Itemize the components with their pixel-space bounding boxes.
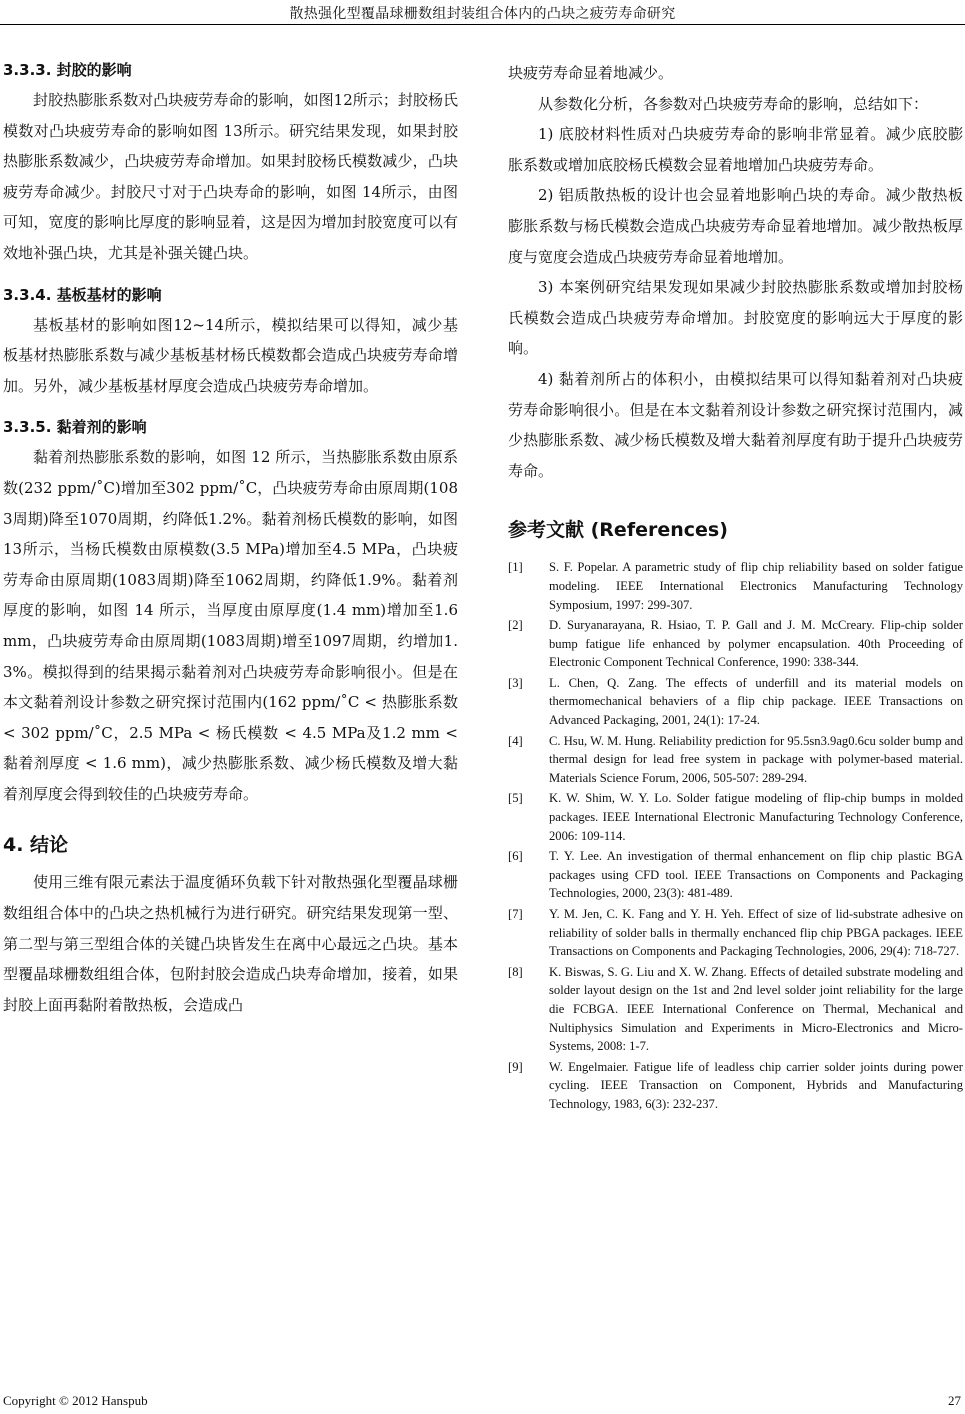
paragraph-sealant: 封胶热膨胀系数对凸块疲劳寿命的影响，如图12所示；封胶杨氏模数对凸块疲劳寿命的影响如图 13所示。研究结果发现，如果封胶热膨胀系数减少，凸块疲劳寿命增加。如果封胶杨氏模数减少，凸块疲劳寿命减少。封胶尺寸对于凸块寿命的影响，如图 14所示，由图可知，宽度的影响比厚度的影响显着，这是因为增加封胶宽度可以有效地补强凸块，尤其是补强关键凸块。: [3, 91, 458, 262]
paragraph-continued: 块疲劳寿命显着地减少。: [508, 64, 674, 82]
paragraph-substrate: 基板基材的影响如图12~14所示，模拟结果可以得知，减少基板基材热膨胀系数与减少基板基材杨氏模数都会造成凸块疲劳寿命增加。另外，减少基板基材厚度会造成凸块疲劳寿命增加。: [3, 315, 458, 395]
reference-number: [7]: [508, 907, 523, 921]
reference-text: Y. M. Jen, C. K. Fang and Y. H. Yeh. Effect of size of lid-substrate adhesive on reliability of solder balls in thermally enchanced flip chip PBGA packages. IEEE Transactions on Components and Packaging Technologies, 2006, 29(4): 718-727.: [549, 907, 963, 959]
footer-page-number: 27: [948, 1393, 961, 1408]
reference-number: [9]: [508, 1059, 523, 1074]
reference-text: T. Y. Lee. An investigation of thermal enhancement on flip chip plastic BGA packages using CFD tool. IEEE Transactions on Components and Packaging Technologies, 2000, 23(3): 481-489.: [549, 849, 963, 901]
reference-text: C. Hsu, W. M. Hung. Reliability prediction for 95.5sn3.9ag0.6cu solder bump and thermal design for lead free system in package with polymer-based material. Materials Science Forum, 2006, 505-507: 289-294.: [549, 733, 963, 785]
reference-number: [6]: [508, 849, 523, 864]
reference-item: [508, 732, 963, 788]
paragraph-adhesive: 黏着剂热膨胀系数的影响，如图 12 所示，当热膨胀系数由原系数(232 ppm/˚C)增加至302 ppm/˚C，凸块疲劳寿命由原周期(1083周期)降至1070周期，约降低1.2%。黏着剂杨氏模数的影响，如图13所示，当杨氏模数由原模数(3.5 MPa)增加至4.5 MPa，凸块疲劳寿命由原周期(1083周期)降至1062周期，约降低1.9%。黏着剂厚度的影响，如图 14 所示，当厚度由原厚度(1.4 mm)增加至1.6 mm，凸块疲劳寿命由原周期(1083周期)增至1097周期，约增加1.3%。模拟得到的结果揭示黏着剂对凸块疲劳寿命影响很小。但是在本文黏着剂设计参数之研究探讨范围内(162 ppm/˚C < 热膨胀系数 < 302 ppm/˚C，2.5 MPa < 杨氏模数 < 4.5 MPa及1.2 mm < 黏着剂厚度 < 1.6 mm)，减少热膨胀系数、减少杨氏模数及增大黏着剂厚度会得到较佳的凸块疲劳寿命。: [3, 448, 458, 803]
reference-item: [508, 847, 963, 903]
reference-number: [5]: [508, 791, 523, 806]
references-heading: 参考文献 (References): [508, 519, 728, 542]
summary-item-2: 2) 铝质散热板的设计也会显着地影响凸块的寿命。减少散热板膨胀系数与杨氏模数会造成凸块疲劳寿命显着地增加。减少散热板厚度与宽度会造成凸块疲劳寿命显着地增加。: [508, 186, 963, 266]
section-heading-substrate: 3.3.4. 基板基材的影响: [3, 285, 162, 304]
reference-number: [8]: [508, 964, 523, 979]
reference-text: L. Chen, Q. Zang. The effects of underfill and its material models on thermomechanical behaviers of a flip chip package. IEEE Transactions on Advanced Packaging, 2001, 24(1): 17-24.: [549, 675, 963, 728]
reference-number: [4]: [508, 733, 523, 748]
reference-item: [508, 963, 963, 1056]
reference-text: K. W. Shim, W. Y. Lo. Solder fatigue modeling of flip-chip bumps in molded packages. IEEE International Electronic Manufacturing Technology Conference, 2006: 109-114.: [549, 791, 963, 843]
paragraph-conclusion: 使用三维有限元素法于温度循环负载下针对散热强化型覆晶球栅数组组合体中的凸块之热机械行为进行研究。研究结果发现第一型、第二型与第三型组合体的关键凸块皆发生在离中心最远之凸块。基本型覆晶球栅数组组合体，包附封胶会造成凸块寿命增加，接着，如果封胶上面再黏附着散热板，会造成凸: [3, 873, 458, 1014]
reference-item: [508, 789, 963, 845]
reference-number: [1]: [508, 560, 523, 575]
reference-text: W. Engelmaier. Fatigue life of leadless chip carrier solder joints during power cycling. IEEE Transaction on Component, Hybrids and Manufacturing Technology, 1983, 6(3): 232-237.: [549, 1059, 963, 1111]
left-column: [3, 58, 458, 1020]
reference-item: [508, 616, 963, 672]
reference-item: [508, 1058, 963, 1114]
reference-item: [508, 674, 963, 730]
section-heading-conclusion: 4. 结论: [3, 834, 69, 857]
section-heading-adhesive: 3.3.5. 黏着剂的影响: [3, 418, 147, 437]
reference-number: [3]: [508, 675, 523, 690]
reference-number: [2]: [508, 618, 523, 633]
section-heading-sealant: 3.3.3. 封胶的影响: [3, 61, 132, 79]
reference-text: S. F. Popelar. A parametric study of flip chip reliability based on solder fatigue modeling. IEEE International Electronics Manufacturing Technology Symposium, 1997: 299-307.: [549, 560, 963, 612]
summary-item-1: 1) 底胶材料性质对凸块疲劳寿命的影响非常显着。减少底胶膨胀系数或增加底胶杨氏模数会显着地增加凸块疲劳寿命。: [508, 125, 963, 174]
summary-item-3: 3) 本案例研究结果发现如果减少封胶热膨胀系数或增加封胶杨氏模数会造成凸块疲劳寿命增加。封胶宽度的影响远大于厚度的影响。: [508, 278, 963, 358]
paragraph-summary: 从参数化分析，各参数对凸块疲劳寿命的影响，总结如下：: [538, 94, 929, 113]
references-list: [508, 558, 963, 1113]
right-column: [508, 58, 963, 1116]
summary-item-4: 4) 黏着剂所占的体积小，由模拟结果可以得知黏着剂对凸块疲劳寿命影响很小。但是在本文黏着剂设计参数之研究探讨范围内，减少热膨胀系数、减少杨氏模数及增大黏着剂厚度有助于提升凸块疲劳寿命。: [508, 369, 963, 480]
running-title: 散热强化型覆晶球栅数组封装组合体内的凸块之疲劳寿命研究: [289, 6, 676, 22]
header-rule: [0, 24, 965, 25]
reference-text: D. Suryanarayana, R. Hsiao, T. P. Gall and J. M. McCreary. Flip-chip solder bump fatigue life enhanced by polymer encapsulation. 40th Proceeding of Electronic Component Technical Conference, 1990: 338-344.: [549, 618, 963, 670]
reference-text: K. Biswas, S. G. Liu and X. W. Zhang. Effects of detailed substrate modeling and solder layout design on the 1st and 2nd level solder joint reliability for the large die FCBGA. IEEE International Conference on Thermal, Mechanical and Nultiphysics Simulation and Experiments in Micro-Electronics and Micro-Systems, 2008: 1-7.: [549, 964, 963, 1054]
reference-item: [508, 558, 963, 614]
footer-copyright: Copyright © 2012 Hanspub: [3, 1393, 148, 1408]
reference-item: [508, 905, 963, 961]
